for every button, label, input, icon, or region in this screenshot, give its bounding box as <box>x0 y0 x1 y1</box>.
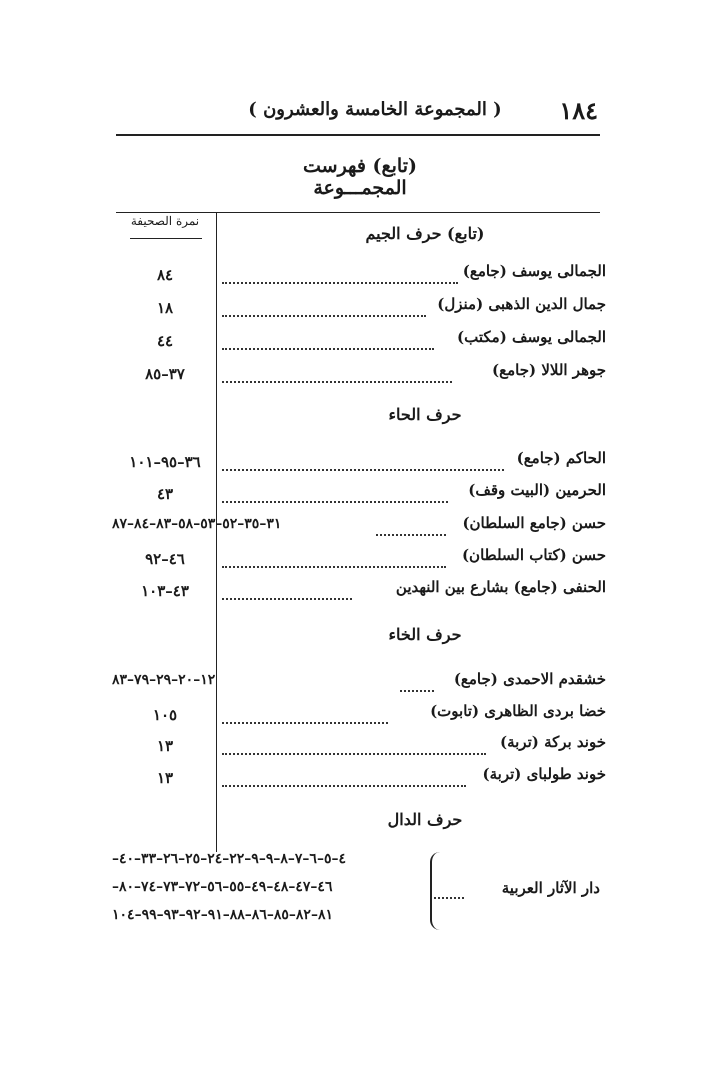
entry-pages: ١٣ <box>156 769 174 787</box>
entry-name: خضا بردى الظاهرى (تابوت) <box>430 702 606 720</box>
dot-leader <box>222 706 388 724</box>
entry-name: جمال الدين الذهبى (منزل) <box>437 295 606 313</box>
dot-leader <box>222 769 466 787</box>
section-title-ha: حرف الحاء <box>388 405 462 424</box>
dot-leader <box>222 365 452 383</box>
entry-pages: ٣٧–٨٥ <box>145 365 185 383</box>
dot-leader <box>222 737 486 755</box>
dot-leader <box>400 674 434 692</box>
entry-pages-line: ٨١–٨٢–٨٥–٨٦–٨٨–٩١–٩٢–٩٣–٩٩–١٠٤ <box>112 907 333 923</box>
dot-leader <box>222 582 352 600</box>
entry-name: خشقدم الاحمدى (جامع) <box>453 670 606 688</box>
entry-name: الجمالى يوسف (جامع) <box>462 262 606 280</box>
entry-pages: ١٨ <box>156 299 174 317</box>
entry-name: حسن (جامع السلطان) <box>462 514 606 532</box>
dot-leader <box>222 332 434 350</box>
entry-pages: ٤٣–١٠٣ <box>141 582 189 600</box>
header-rule <box>116 134 600 136</box>
page-column-header: نمرة الصحيفة <box>130 214 200 228</box>
entry-pages-line: ٤–٥–٦–٧–٨–٩–٩–٢٢–٢٤–٢٥–٢٦–٣٣–٤٠– <box>112 851 346 867</box>
dot-leader <box>222 550 446 568</box>
entry-pages-line: ٤٦–٤٧–٤٨–٤٩–٥٥–٥٦–٧٢–٧٣–٧٤–٨٠– <box>112 879 333 895</box>
entry-pages: ٤٦–٩٢ <box>145 550 185 568</box>
index-title: (تابع) فهرست المجمـــوعة <box>303 155 417 199</box>
entry-name: خوند بركة (تربة) <box>499 733 606 751</box>
entry-pages: ٣٦–٩٥–١٠١ <box>129 453 201 471</box>
page-number: ١٨٤ <box>559 96 598 125</box>
section-title-dal: حرف الدال <box>387 810 463 829</box>
entry-pages: ١٠٥ <box>152 706 178 724</box>
section-title-kha: حرف الخاء <box>388 625 462 644</box>
entry-name: الحنفى (جامع) بشارع بين النهدين <box>395 578 606 596</box>
column-header-underline <box>130 238 202 239</box>
entry-pages: ١٢–٢٠–٢٩–٧٩–٨٣ <box>112 672 216 688</box>
dot-leader <box>222 453 504 471</box>
entry-name: دار الآثار العربية <box>501 879 600 897</box>
entry-name: خوند طولباى (تربة) <box>482 765 606 783</box>
table-top-rule <box>116 212 600 213</box>
entry-pages: ٨٤ <box>156 266 174 284</box>
entry-name: الحرمين (البيت وقف) <box>468 481 606 499</box>
entry-name: حسن (كتاب السلطان) <box>461 546 606 564</box>
entry-name: الجمالى يوسف (مكتب) <box>457 328 606 346</box>
section-title-jim: (تابع) حرف الجيم <box>365 224 485 243</box>
entry-name: جوهر اللالا (جامع) <box>492 361 606 379</box>
entry-pages: ٤٤ <box>156 332 174 350</box>
entry-pages: ١٣ <box>156 737 174 755</box>
dot-leader <box>376 518 446 536</box>
dot-leader <box>222 266 458 284</box>
dot-leader <box>222 299 426 317</box>
entry-name: الحاكم (جامع) <box>516 449 606 467</box>
entry-pages: ٤٣ <box>156 485 174 503</box>
running-title: ( المجموعة الخامسة والعشرون ) <box>248 99 502 120</box>
entry-pages: ٣١–٣٥–٥٢–٥٣–٥٨–٨٣–٨٤–٨٧ <box>112 516 282 532</box>
page-column-divider <box>216 212 217 852</box>
dot-leader <box>222 485 448 503</box>
